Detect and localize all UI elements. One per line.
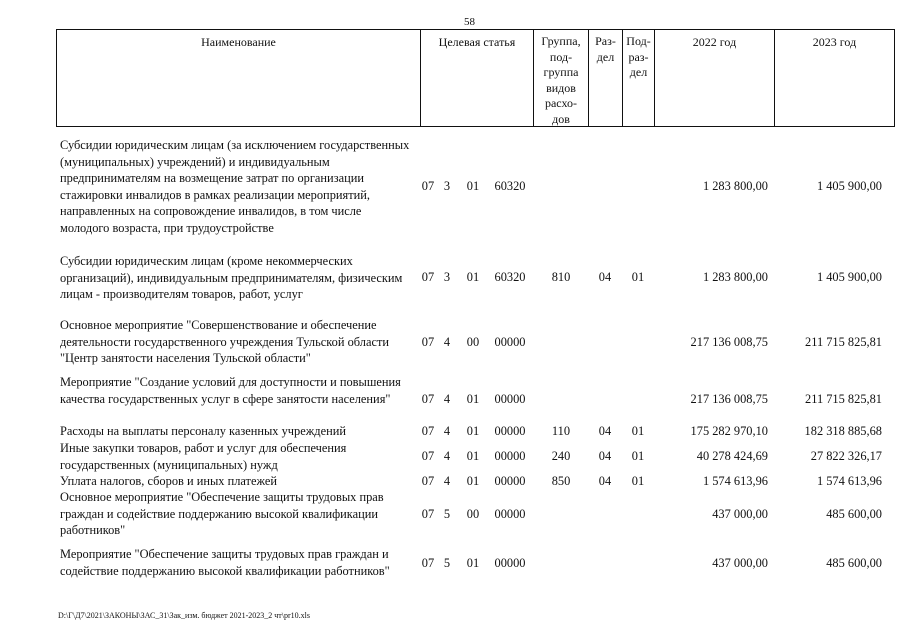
row-code-c: 01 [466,270,480,284]
row-2023: 27 822 326,17 [810,449,882,463]
row-section: 04 [598,449,612,463]
row-section: 04 [598,424,612,438]
row-code-b: 5 [443,507,451,521]
row-code-d: 00000 [494,335,526,349]
row-group: 110 [551,424,571,438]
row-name: Основное мероприятие "Совершенствование и обеспечение деятельности государственного учреждения Тульской области "Центр занятости населения Тульской области" [60,318,389,365]
row-code-b: 4 [443,424,451,438]
row-2022: 1 283 800,00 [702,270,768,284]
header-group-line: видов [546,80,576,95]
row-code-a: 07 [421,179,435,193]
row-2022: 1 574 613,96 [702,474,768,488]
row-code-b: 4 [443,474,451,488]
row-subsection: 01 [631,270,645,284]
row-group: 810 [551,270,571,284]
row-code-c: 00 [466,335,480,349]
row-name: Мероприятие "Создание условий для доступности и повышения качества государственных услуг в сфере занятости населения" [60,375,401,406]
row-2023: 485 600,00 [826,507,882,521]
row-code-c: 01 [466,449,480,463]
row-group: 850 [551,474,571,488]
row-name: Уплата налогов, сборов и иных платежей [60,474,278,488]
header-section [589,30,623,126]
row-code-a: 07 [421,449,435,463]
row-code-a: 07 [421,335,435,349]
row-code-c: 00 [466,507,480,521]
row-2023: 1 574 613,96 [816,474,882,488]
page-number: 58 [464,16,475,28]
row-code-b: 5 [443,556,451,570]
header-target: Целевая статья [421,30,534,126]
row-code-b: 3 [443,179,451,193]
row-code-d: 00000 [494,474,526,488]
row-code-b: 3 [443,270,451,284]
row-2022: 1 283 800,00 [702,179,768,193]
row-code-d: 00000 [494,507,526,521]
row-code-d: 00000 [494,556,526,570]
row-name: Субсидии юридическим лицам (кроме некоммерческих организаций), индивидуальным предпринимателям, физическим лицам - производителям товаров, работ, услуг [60,254,403,301]
header-section-line: дел [596,49,615,64]
header-year-2023: 2023 год [812,35,857,49]
row-section: 04 [598,474,612,488]
header-group-line: под- [549,49,573,64]
row-2023: 211 715 825,81 [805,392,882,406]
row-code-a: 07 [421,507,435,521]
row-code-d: 00000 [494,424,526,438]
row-code-a: 07 [421,556,435,570]
row-code-a: 07 [421,270,435,284]
header-section-line: Раз- [595,34,616,48]
header-group-line: группа [543,65,579,79]
row-subsection: 01 [631,424,645,438]
header-subsection-line: Под- [626,34,651,48]
row-2022: 217 136 008,75 [690,335,768,349]
header-subsection [623,30,655,126]
row-2022: 437 000,00 [712,507,768,521]
row-name: Мероприятие "Обеспечение защиты трудовых прав граждан и содействие поддержанию высокой квалификации работников" [60,547,390,578]
header-subsection-line: раз- [628,49,649,64]
table-header [56,29,895,127]
row-2022: 437 000,00 [712,556,768,570]
header-group [534,30,589,126]
row-code-c: 01 [466,179,480,193]
row-2023: 182 318 885,68 [804,424,882,438]
row-name: Расходы на выплаты персоналу казенных учреждений [60,424,346,438]
row-code-d: 00000 [494,449,526,463]
footer-file-path: D:\Г\Д7\2021\ЗАКОНЫ\ЗАС_31\Зак_изм. бюджет 2021-2023_2 чт\рr10.xls [58,611,311,620]
row-group: 240 [551,449,571,463]
row-2023: 1 405 900,00 [816,270,882,284]
row-code-c: 01 [466,392,480,406]
row-section: 04 [598,270,612,284]
row-2022: 217 136 008,75 [690,392,768,406]
row-code-c: 01 [466,474,480,488]
header-group-line: Группа, [541,34,581,48]
row-2023: 1 405 900,00 [816,179,882,193]
header-name: Наименование [57,30,421,126]
row-2023: 211 715 825,81 [805,335,882,349]
row-code-d: 00000 [494,392,526,406]
row-code-b: 4 [443,335,451,349]
row-2023: 485 600,00 [826,556,882,570]
row-code-d: 60320 [494,179,526,193]
header-group-line: расхо- [544,96,578,110]
row-name: Основное мероприятие "Обеспечение защиты трудовых прав граждан и содействие поддержанию высокой квалификации работников" [60,490,384,537]
row-name: Иные закупки товаров, работ и услуг для обеспечения государственных (муниципальных) нужд [60,441,347,472]
row-subsection: 01 [631,474,645,488]
row-code-a: 07 [421,424,435,438]
row-code-d: 60320 [494,270,526,284]
header-year-2022: 2022 год [655,30,775,126]
row-code-c: 01 [466,556,480,570]
row-code-b: 4 [443,449,451,463]
row-code-c: 01 [466,424,480,438]
row-code-a: 07 [421,392,435,406]
row-subsection: 01 [631,449,645,463]
row-name: Субсидии юридическим лицам (за исключением государственных (муниципальных) учреждений) и индивидуальным предпринимателям на возмещение затрат по организации стажировки инвалидов в рамках реализации мероприятий, направленных на сопровождение инвалидов, в том числе молодого возраста, при трудоустройстве [60,138,410,235]
row-2022: 40 278 424,69 [696,449,768,463]
header-group-line: дов [552,111,570,126]
row-code-b: 4 [443,392,451,406]
header-subsection-line: дел [629,65,648,79]
row-2022: 175 282 970,10 [690,424,768,438]
row-code-a: 07 [421,474,435,488]
